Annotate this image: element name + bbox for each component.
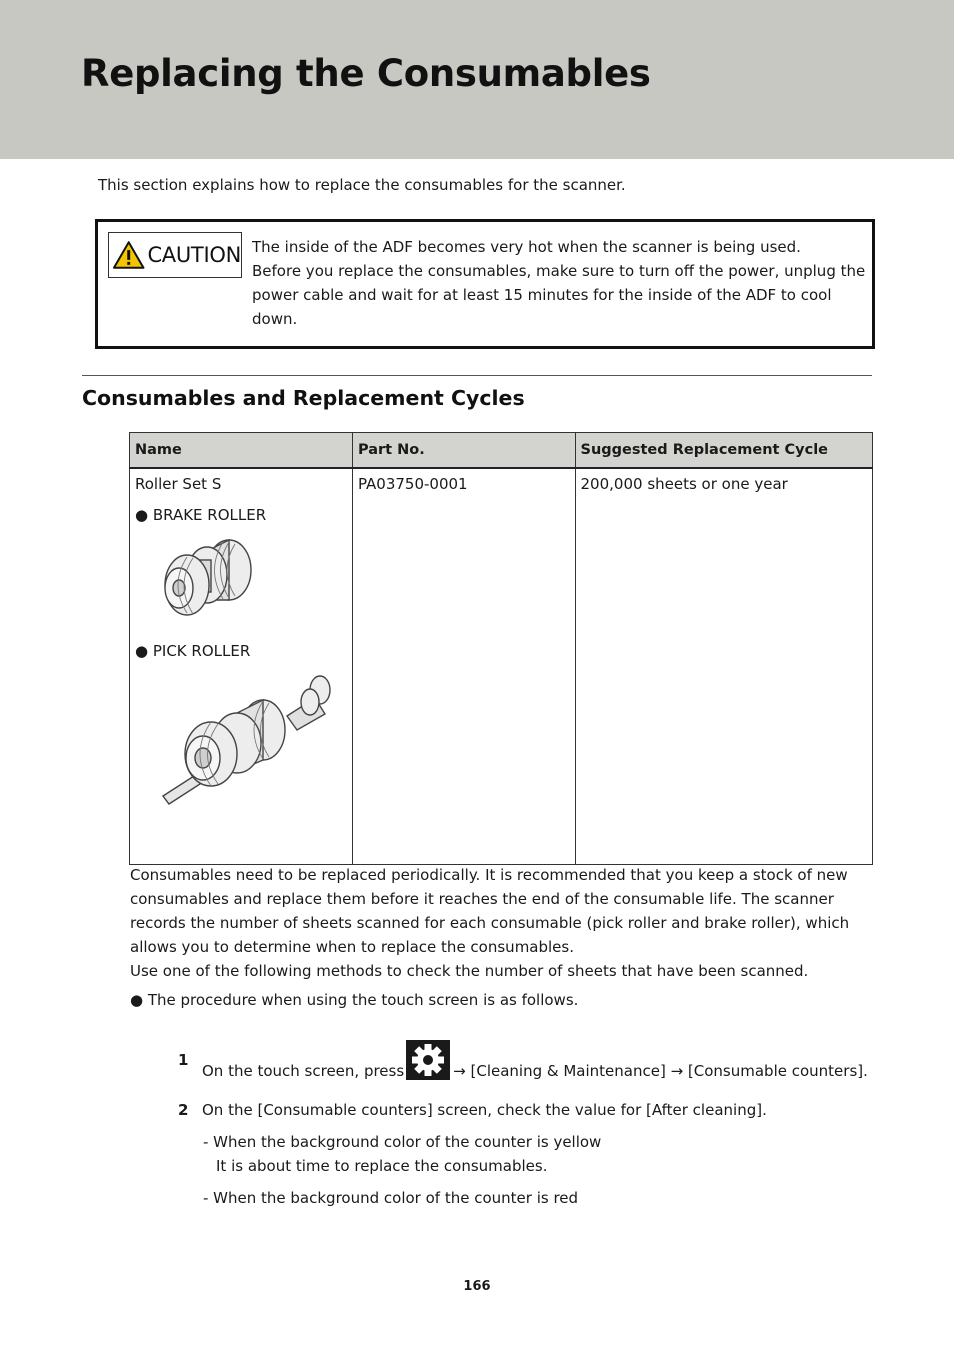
cell-cycle: 200,000 sheets or one year bbox=[575, 468, 872, 865]
subitem-yellow-desc: It is about time to replace the consumables. bbox=[216, 1157, 548, 1175]
intro-text: This section explains how to replace the consumables for the scanner. bbox=[98, 176, 626, 194]
subitem-red bbox=[203, 1186, 578, 1210]
touch-screen-bullet: ● The procedure when using the touch screen is as follows. bbox=[130, 991, 579, 1009]
step-1-number: 1 bbox=[178, 1051, 189, 1069]
header-part-no: Part No. bbox=[352, 433, 575, 469]
gear-icon bbox=[406, 1040, 450, 1080]
table-header-row bbox=[130, 433, 873, 469]
body-paragraph-1: Consumables need to be replaced periodically. It is recommended that you keep a stock of new consumables and replace them before it reaches the end of the consumable life. The scanner records the number of sheets scanned for each consumable (pick roller and brake roller), which allows you to determine when to replace the consumables. bbox=[130, 866, 850, 956]
page-title: Replacing the Consumables bbox=[81, 52, 651, 95]
warning-triangle-icon bbox=[112, 240, 145, 270]
caution-badge bbox=[108, 232, 242, 278]
header-cycle: Suggested Replacement Cycle bbox=[575, 433, 872, 469]
body-paragraph-2: Use one of the following methods to check the number of sheets that have been scanned. bbox=[130, 962, 809, 980]
step-1-text: On the touch screen, press bbox=[202, 1062, 405, 1080]
consumables-table bbox=[129, 432, 873, 865]
step-1-text-after: → [Cleaning & Maintenance] → [Consumable counters]. bbox=[453, 1062, 868, 1080]
caution-line-2: Before you replace the consumables, make sure to turn off the power, unplug the power cable and wait for at least 15 minutes for the inside of the ADF to cool down. bbox=[252, 262, 866, 328]
brake-roller-label: ● BRAKE ROLLER bbox=[135, 506, 267, 524]
caution-line-1: The inside of the ADF becomes very hot when the scanner is being used. bbox=[252, 238, 801, 256]
step-2-text: On the [Consumable counters] screen, check the value for [After cleaning]. bbox=[202, 1101, 767, 1119]
table-row bbox=[130, 468, 873, 865]
subitem-red-title: - When the background color of the counter is red bbox=[203, 1189, 579, 1207]
caution-label: CAUTION bbox=[147, 243, 241, 267]
caution-text bbox=[252, 235, 866, 331]
pick-roller-image bbox=[155, 668, 335, 810]
cell-part-no: PA03750-0001 bbox=[352, 468, 575, 865]
subitem-yellow bbox=[203, 1130, 601, 1178]
header-name: Name bbox=[130, 433, 353, 469]
section-divider bbox=[82, 375, 872, 376]
caution-box bbox=[95, 219, 875, 349]
step-2 bbox=[178, 1101, 767, 1119]
cell-name bbox=[130, 468, 353, 865]
page-number: 166 bbox=[463, 1279, 491, 1294]
pick-roller-label: ● PICK ROLLER bbox=[135, 642, 251, 660]
roller-set-name: Roller Set S bbox=[135, 475, 222, 493]
brake-roller-image bbox=[157, 530, 257, 622]
section-title: Consumables and Replacement Cycles bbox=[82, 386, 525, 410]
body-text bbox=[130, 863, 872, 983]
subitem-yellow-title: - When the background color of the counter is yellow bbox=[203, 1133, 602, 1151]
step-1 bbox=[178, 1038, 868, 1082]
step-2-number: 2 bbox=[178, 1101, 189, 1119]
